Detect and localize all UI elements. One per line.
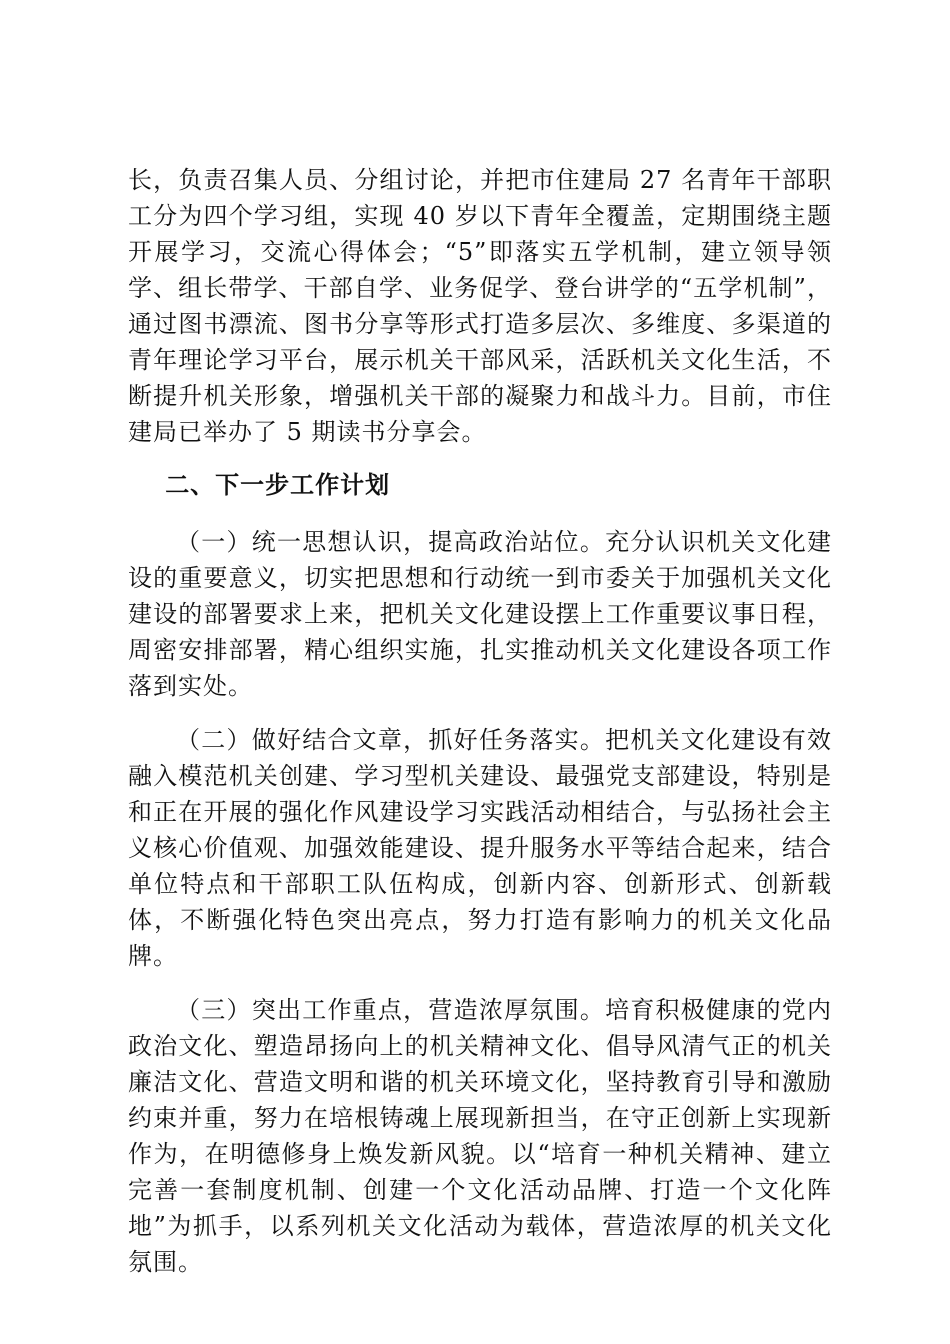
plan-item-1: （一）统一思想认识，提高政治站位。充分认识机关文化建设的重要意义，切实把思想和行动统一到市委关于加强机关文化建设的部署要求上来，把机关文化建设摆上工作重要议事日程，周密安排部署，精心组织实施，扎实推动机关文化建设各项工作落到实处。 bbox=[128, 528, 832, 700]
continuation-paragraph: 长，负责召集人员、分组讨论，并把市住建局 27 名青年干部职工分为四个学习组，实现 40 岁以下青年全覆盖，定期围绕主题开展学习，交流心得体会；“5”即落实五学机制，建立领导领学、组长带学、干部自学、业务促学、登台讲学的“五学机制”，通过图书漂流、图书分享等形式打造多层次、多维度、多渠道的青年理论学习平台，展示机关干部风采，活跃机关文化生活，不断提升机关形象，增强机关干部的凝聚力和战斗力。目前，市住建局已举办了 5 期读书分享会。 bbox=[128, 166, 832, 446]
plan-item-3: （三）突出工作重点，营造浓厚氛围。培育积极健康的党内政治文化、塑造昂扬向上的机关精神文化、倡导风清气正的机关廉洁文化、营造文明和谐的机关环境文化，坚持教育引导和激励约束并重，努力在培根铸魂上展现新担当，在守正创新上实现新作为，在明德修身上焕发新风貌。以“培育一种机关精神、建立完善一套制度机制、创建一个文化活动品牌、打造一个文化阵地”为抓手，以系列机关文化活动为载体，营造浓厚的机关文化氛围。 bbox=[128, 996, 832, 1276]
document-body bbox=[128, 162, 832, 1298]
plan-item-2: （二）做好结合文章，抓好任务落实。把机关文化建设有效融入模范机关创建、学习型机关建设、最强党支部建设，特别是和正在开展的强化作风建设学习实践活动相结合，与弘扬社会主义核心价值观、加强效能建设、提升服务水平等结合起来，结合单位特点和干部职工队伍构成，创新内容、创新形式、创新载体，不断强化特色突出亮点，努力打造有影响力的机关文化品牌。 bbox=[128, 726, 832, 970]
section-heading: 二、下一步工作计划 bbox=[165, 471, 391, 499]
